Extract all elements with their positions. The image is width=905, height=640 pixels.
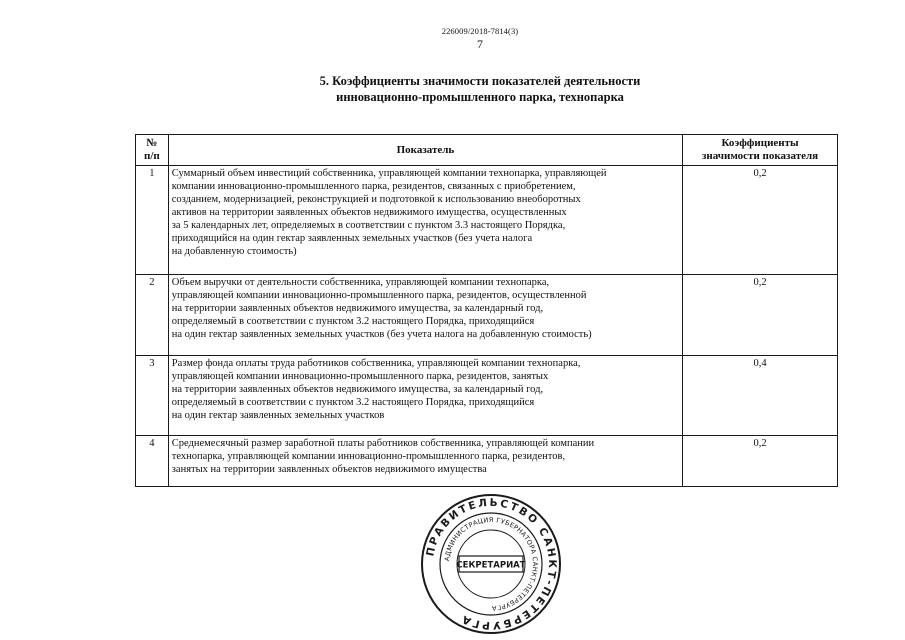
header-coefficient <box>683 135 838 166</box>
official-stamp <box>419 492 563 636</box>
row-number: 1 <box>136 166 169 275</box>
section-title-line-1: 5. Коэффициенты значимости показателей деятельности <box>319 74 641 88</box>
table-row <box>136 166 838 275</box>
row-coefficient: 0,4 <box>683 356 838 436</box>
header-coefficient-line-1: Коэффициенты <box>721 137 799 149</box>
stamp-outer-text: ПРАВИТЕЛЬСТВО САНКТ-ПЕТЕРБУРГА <box>424 496 559 632</box>
row-indicator <box>168 275 682 356</box>
indicator-line: технопарка, управляющей компании инновационно-промышленного парка, резидентов, <box>171 451 566 462</box>
section-title-line-2: инновационно-промышленного парка, технопарка <box>336 90 624 104</box>
indicator-line: приходящийся на один гектар заявленных земельных участков (без учета налога <box>171 233 533 244</box>
stamp-center-text: СЕКРЕТАРИАТ <box>456 560 526 571</box>
indicator-line: управляющей компании инновационно-промышленного парка, резидентов, занятых <box>171 371 549 382</box>
indicator-line: Суммарный объем инвестиций собственника, управляющей компании технопарка, управляющей <box>171 168 607 179</box>
indicators-table <box>135 134 838 487</box>
indicator-line: Размер фонда оплаты труда работников собственника, управляющей компании технопарка, <box>171 358 581 369</box>
header-number <box>136 135 169 166</box>
header-coefficient-line-2: значимости показателя <box>701 150 819 162</box>
header-number-line-2: п/п <box>144 150 160 162</box>
table-row <box>136 275 838 356</box>
row-number: 4 <box>136 436 169 487</box>
indicator-line: определяемый в соответствии с пунктом 3.2 настоящего Порядка, приходящийся <box>171 316 535 327</box>
table-row <box>136 436 838 487</box>
document-id: 226009/2018-7814(3) <box>441 26 519 36</box>
header-indicator: Показатель <box>168 135 682 166</box>
indicator-line: на добавленную стоимость) <box>171 246 297 257</box>
page-number: 7 <box>477 37 483 51</box>
indicator-line: Объем выручки от деятельности собственника, управляющей компании технопарка, <box>171 277 550 288</box>
indicator-line: компании инновационно-промышленного парка, резидентов, связанных с приобретением, <box>171 181 576 192</box>
row-indicator <box>168 356 682 436</box>
row-coefficient: 0,2 <box>683 166 838 275</box>
indicator-line: Среднемесячный размер заработной платы работников собственника, управляющей компании <box>171 438 595 449</box>
indicator-line: на один гектар заявленных земельных участков <box>171 410 385 421</box>
row-coefficient: 0,2 <box>683 436 838 487</box>
row-indicator <box>168 436 682 487</box>
indicator-line: занятых на территории заявленных объектов недвижимого имущества <box>171 464 487 475</box>
table-header-row <box>136 135 838 166</box>
indicator-line: на один гектар заявленных земельных участков (без учета налога на добавленную стоимость) <box>171 329 592 340</box>
row-number: 2 <box>136 275 169 356</box>
row-indicator <box>168 166 682 275</box>
stamp-inner-text: АДМИНИСТРАЦИЯ ГУБЕРНАТОРА САНКТ-ПЕТЕРБУРГА <box>443 515 540 613</box>
indicator-line: за 5 календарных лет, определяемых в соответствии с пунктом 3.3 настоящего Порядка, <box>171 220 566 231</box>
indicator-line: определяемый в соответствии с пунктом 3.2 настоящего Порядка, приходящийся <box>171 397 535 408</box>
table-row <box>136 356 838 436</box>
indicator-line: на территории заявленных объектов недвижимого имущества, за календарный год, <box>171 384 544 395</box>
section-title <box>0 73 905 105</box>
indicator-line: на территории заявленных объектов недвижимого имущества, за календарный год, <box>171 303 544 314</box>
header-number-line-1: № <box>146 137 158 149</box>
row-coefficient: 0,2 <box>683 275 838 356</box>
indicator-line: активов на территории заявленных объектов недвижимого имущества, осуществленных <box>171 207 567 218</box>
indicator-line: созданием, модернизацией, реконструкцией и подготовкой к использованию внеоборотных <box>171 194 581 205</box>
indicator-line: управляющей компании инновационно-промышленного парка, резидентов, осуществленной <box>171 290 587 301</box>
row-number: 3 <box>136 356 169 436</box>
